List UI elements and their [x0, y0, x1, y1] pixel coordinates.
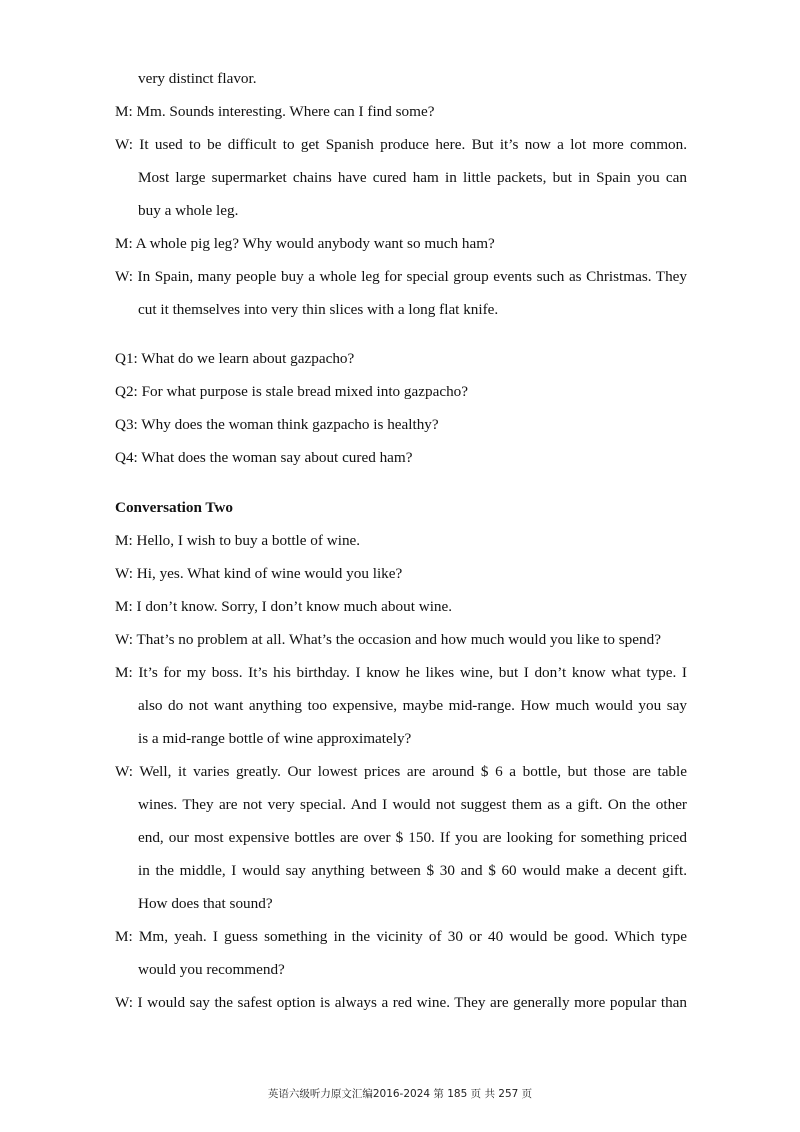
text-line: M: It’s for my boss. It’s his birthday. I know he likes wine, but I don’t know what type. I — [115, 664, 687, 681]
text-line: W: It used to be difficult to get Spanish produce here. But it’s now a lot more common. — [115, 136, 687, 153]
text-line: also do not want anything too expensive, maybe mid-range. How much would you say — [138, 697, 687, 714]
text-line: How does that sound? — [138, 895, 273, 912]
text-line: wines. They are not very special. And I would not suggest them as a gift. On the other — [138, 796, 687, 813]
section-heading: Conversation Two — [115, 499, 233, 516]
transcript-body — [115, 62, 687, 1019]
text-line: W: Well, it varies greatly. Our lowest prices are around $ 6 a bottle, but those are table — [115, 763, 687, 780]
question-line: Q3: Why does the woman think gazpacho is healthy? — [115, 416, 439, 433]
question-line: Q4: What does the woman say about cured ham? — [115, 449, 413, 466]
text-line: in the middle, I would say anything between $ 30 and $ 60 would make a decent gift. — [138, 862, 687, 879]
text-line: W: That’s no problem at all. What’s the occasion and how much would you like to spend? — [115, 631, 661, 648]
text-line: end, our most expensive bottles are over $ 150. If you are looking for something priced — [138, 829, 687, 846]
text-line: is a mid-range bottle of wine approximately? — [138, 730, 412, 747]
page-footer: 英语六级听力原文汇编2016-2024 第 185 页 共 257 页 — [267, 1088, 533, 1100]
text-line: M: Mm. Sounds interesting. Where can I find some? — [115, 103, 435, 120]
text-line: buy a whole leg. — [138, 202, 239, 219]
text-line: M: Mm, yeah. I guess something in the vicinity of 30 or 40 would be good. Which type — [115, 928, 687, 945]
text-line: M: Hello, I wish to buy a bottle of wine. — [115, 532, 361, 549]
question-line: Q2: For what purpose is stale bread mixed into gazpacho? — [115, 383, 469, 400]
text-line: very distinct flavor. — [138, 70, 257, 87]
text-line: cut it themselves into very thin slices with a long flat knife. — [138, 301, 499, 318]
text-line: M: I don’t know. Sorry, I don’t know much about wine. — [115, 598, 453, 615]
text-line: would you recommend? — [138, 961, 285, 978]
text-line: Most large supermarket chains have cured ham in little packets, but in Spain you can — [138, 169, 687, 186]
text-line: W: I would say the safest option is always a red wine. They are generally more popular than — [115, 994, 687, 1011]
text-line: W: In Spain, many people buy a whole leg for special group events such as Christmas. They — [115, 268, 687, 285]
text-line: W: Hi, yes. What kind of wine would you like? — [115, 565, 403, 582]
text-line: M: A whole pig leg? Why would anybody want so much ham? — [115, 235, 495, 252]
question-line: Q1: What do we learn about gazpacho? — [115, 350, 355, 367]
